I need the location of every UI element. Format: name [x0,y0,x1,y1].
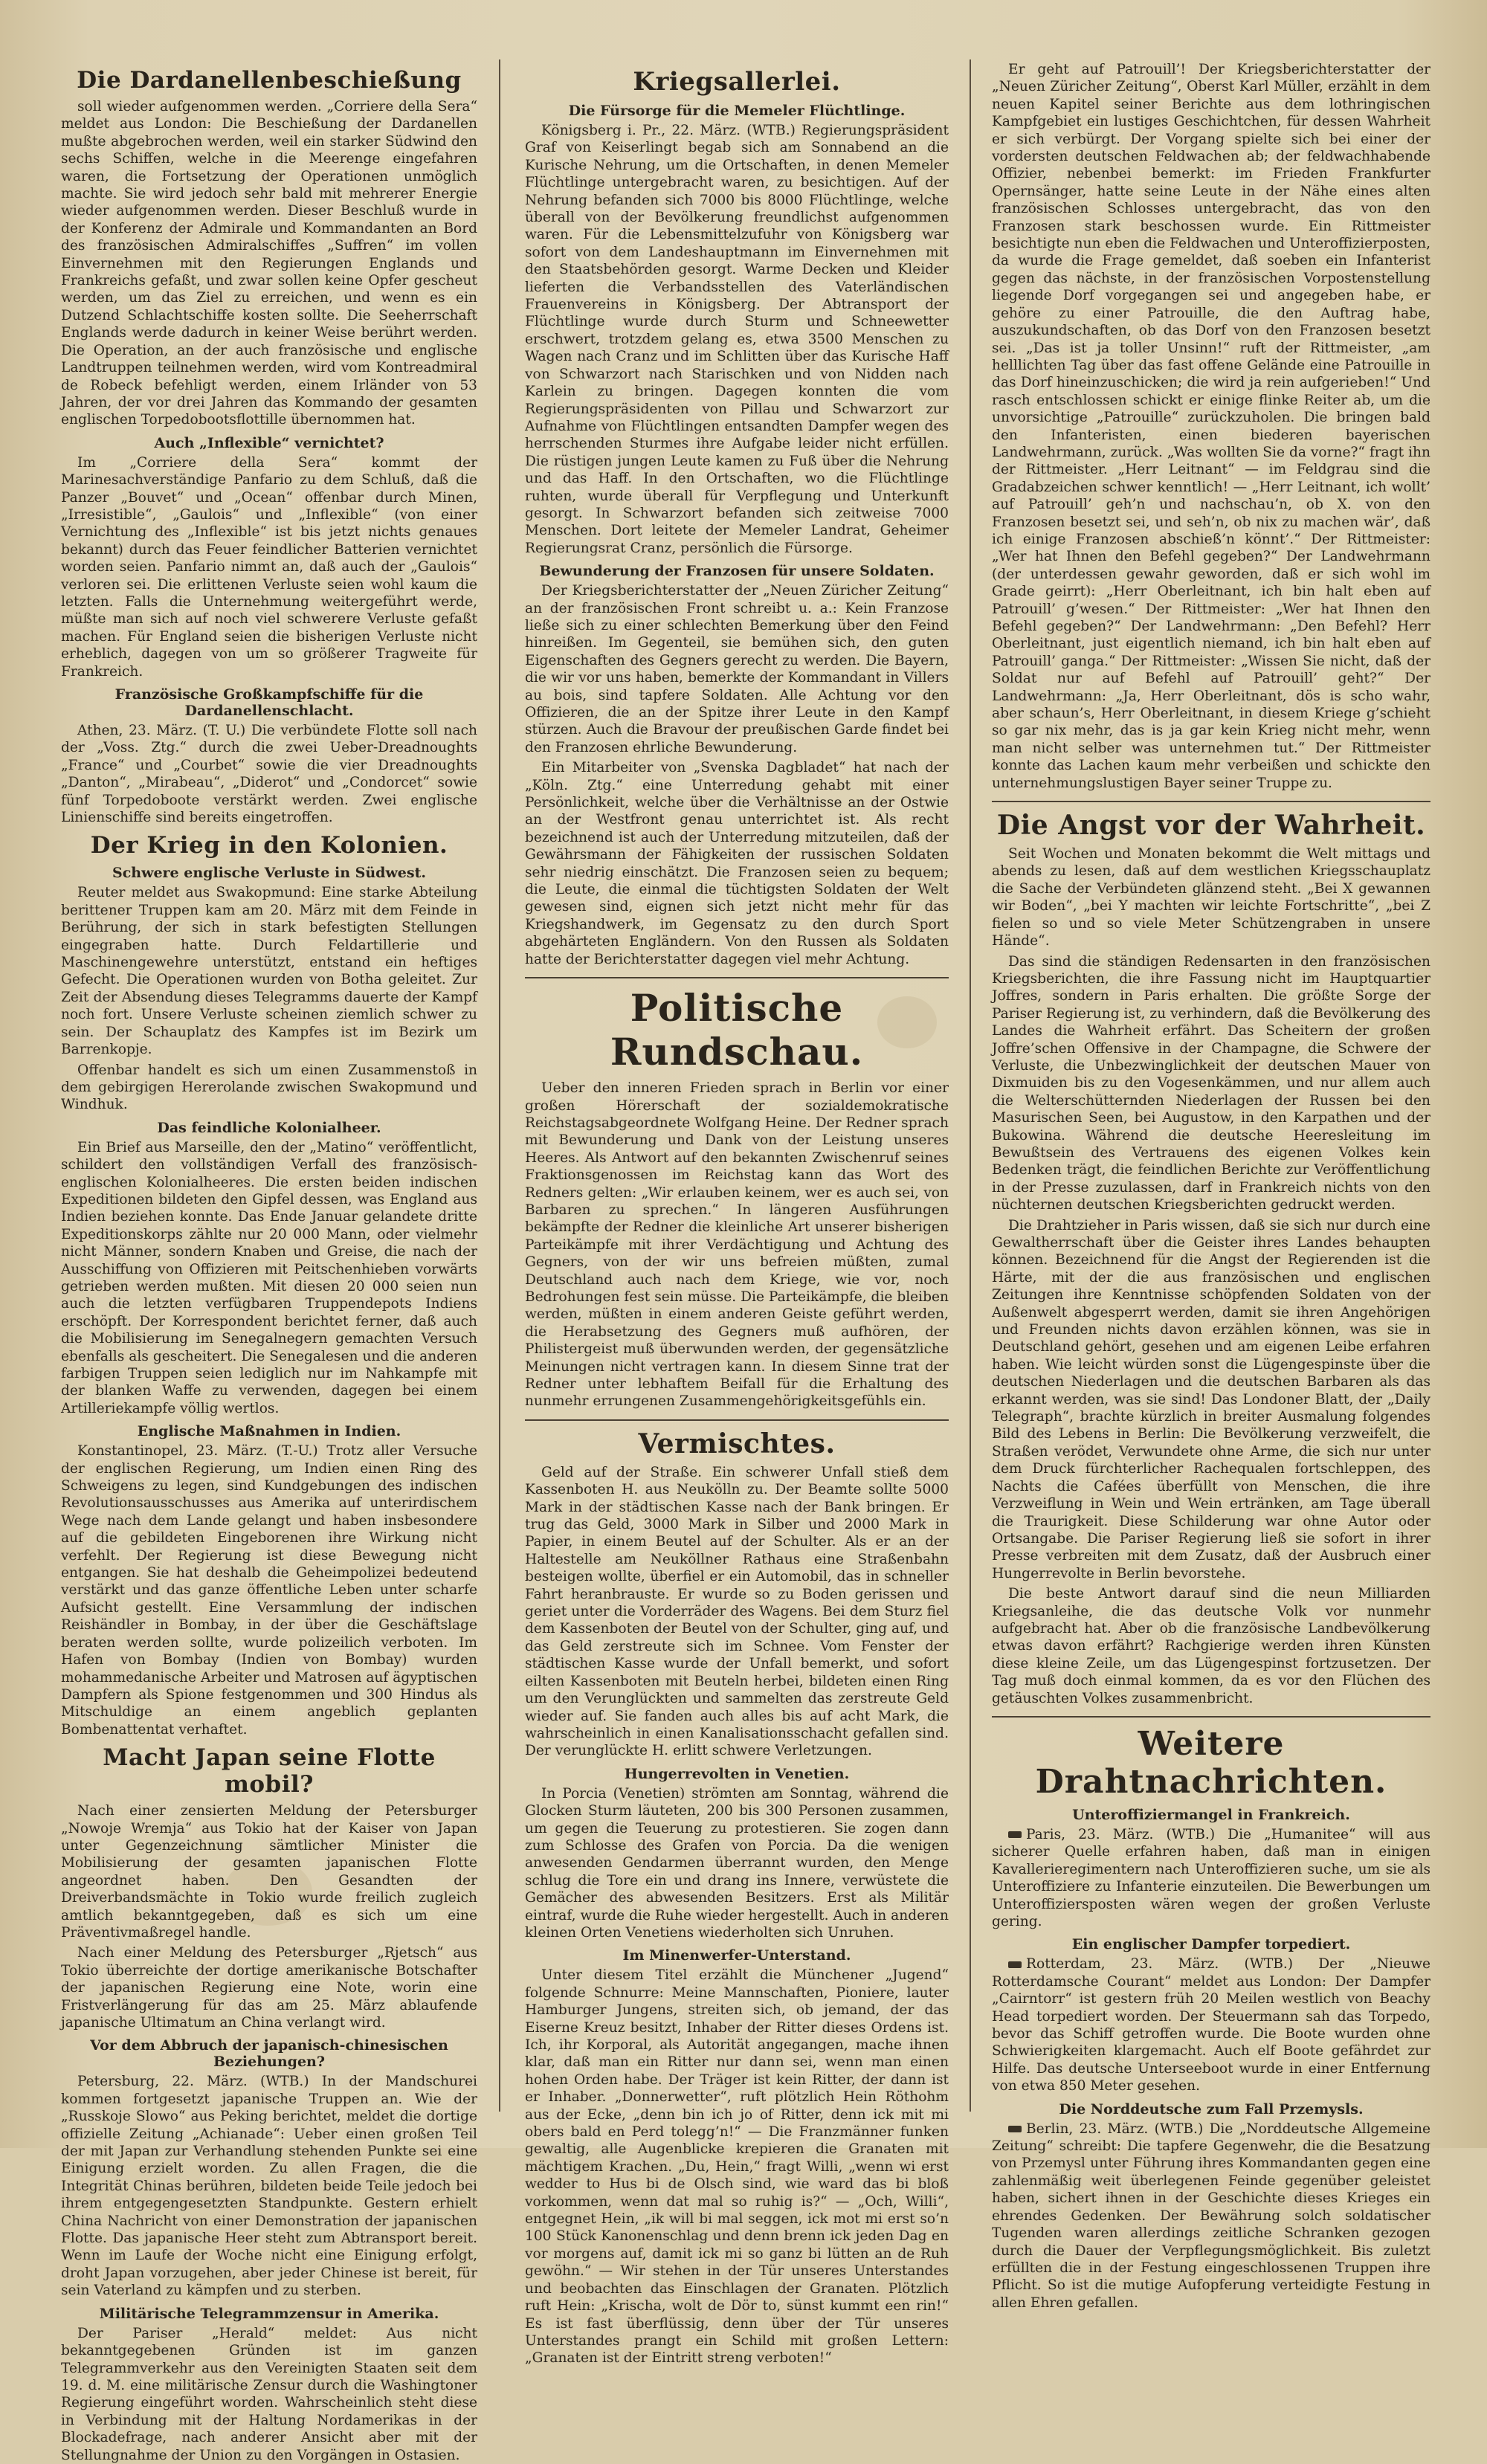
article-subtitle: Vor dem Abbruch der japanisch-chinesischen Beziehungen? [90,2037,448,2071]
pointing-hand-icon [1008,2126,1022,2132]
article-subtitle: Im Minenwerfer-Unterstand. [622,1947,851,1964]
article-paragraph: Nach einer Meldung des Petersburger „Rjetsch“ aus Tokio überreichte der dortige amerikanische Botschafter der japanischen Regierung eine Note, worin eine Fristverlängerung für das am 25. März ablaufende japanische Ultimatum an China verlangt wird. [61,1945,477,2031]
article-title: Macht Japan seine Flotte mobil? [103,1744,436,1799]
article-title: Die Angst vor der Wahrheit. [996,810,1426,842]
article-paragraph [992,1826,1430,1930]
article-paragraph: Ein Brief aus Marseille, den der „Matino“ veröffentlicht, schildert den vollständigen Verfall des französisch-englischen Kolonialheeres. Die ersten beiden indischen Expeditionen bildeten den Gipfel dessen, was England aus Indien beziehen konnte. Das Ende Januar gelandete dritte Expeditionskorps zählte nur 20 000 Mann, oder vielmehr nicht Männer, sondern Knaben und Greise, die nach der Ausschiffung von Offizieren mit Peitschenhieben vorwärts getrieben werden mußten. Mit diesen 20 000 seien nun auch die letzten verfügbaren Truppendepots Indiens erschöpft. Der Korrespondent berichtet ferner, daß auch die Mobilisierung im Senegalnegern gemachten Versuch ebenfalls als gescheitert. Die Senegalesen und die anderen farbigen Truppen seien lediglich nur im Nahkampfe mit der blanken Waffe zu verwenden, dagegen bei einem Artilleriekampfe völlig wertlos. [61,1139,477,1416]
article-title: Der Krieg in den Kolonien. [90,832,448,860]
article-paragraph: Der Pariser „Herald“ meldet: Aus nicht bekanntgegebenen Gründen ist im ganzen Telegrammverkehr aus den Vereinigten Staaten seit dem 19. d. M. eine militärische Zensur durch die Washingtoner Regierung eingeführt worden. Wahrscheinlich steht diese in Verbindung mit der Haltung Nordamerikas in der Blockadefrage, nach anderer Ansicht aber mit der Stellungnahme der Union zu den Vorgängen in Ostasien. [61,2325,477,2463]
article-paragraph: Die beste Antwort darauf sind die neun Milliarden Kriegsanleihe, die das deutsche Volk vor nunmehr aufgebracht hat. Aber ob die französische Landbevölkerung etwas davon erfährt? Rachgierige werden ihren Künsten diese kleine Zeile, um das Lügengespinst fortzusetzen. Der Tag muß doch einmal kommen, da es vor den Flüchen des getäuschten Volkes zusammenbricht. [992,1586,1430,1706]
column-divider [970,59,971,2112]
article-subtitle: Militärische Telegrammzensur in Amerika. [99,2305,439,2322]
article-paragraph: Geld auf der Straße. Ein schwerer Unfall stieß dem Kassenboten H. aus Neukölln zu. Der Beamte sollte 5000 Mark in der städtischen Kasse nach der Bank bringen. Er trug das Geld, 3000 Mark in Silber und 2000 Mark in Papier, in einem Beutel auf der Schulter. Als er an der Haltestelle am Neuköllner Rathaus eine Straßenbahn besteigen wollte, überfiel er ein Automobil, das in schneller Fahrt heranbrauste. Er wurde so zu Boden gerissen und geriet unter die Vorderräder des Wagens. Bei dem Sturz fiel dem Kassenboten der Beutel von der Schulter, ging auf, und das Geld zerstreute sich im Schnee. Vom Fenster der städtischen Kasse wurde der Unfall bemerkt, und sofort eilten Kassenboten mit Beuteln herbei, bildeten einen Ring um den Verunglückten und sammelten das zerstreute Geld wieder auf. Sie fanden auch alles bis auf acht Mark, die wahrscheinlich in einen Kanalisationsschacht gefallen sind. Der verunglückte H. erlitt schwere Verletzungen. [525,1464,949,1759]
article-paragraph: Konstantinopel, 23. März. (T.-U.) Trotz aller Versuche der englischen Regierung, um Indien einen Ring des Schweigens zu legen, sind Kundgebungen des indischen Revolutionsausschusses aus Amerika auf unterirdischem Wege nach dem Lande gelangt und haben insbesondere auf die gebildeten Eingeborenen ihre Wirkung nicht verfehlt. Der Regierung ist diese Bewegung nicht entgangen. Sie hat deshalb die Geheimpolizei bedeutend verstärkt und das ganze öffentliche Leben unter scharfe Aufsicht gestellt. Eine Versammlung der indischen Reishändler in Bombay, in der über die Geschäftslage beraten werden sollte, wurde polizeilich verboten. Im Hafen von Bombay (Indien von Bombay) wurden mohammedanische Arbeiter und Matrosen auf ägyptischen Dampfern als Spione festgenommen und 300 Hindus als Mitschuldige an einem angeblich geplanten Bombenattentat verhaftet. [61,1443,477,1738]
section-divider [525,1419,949,1421]
article-text: Paris, 23. März. (WTB.) Die „Humanitee“ will aus sicherer Quelle erfahren haben, daß man in einigen Kavallerieregimentern nach Unteroffizieren suche, um sie als Unteroffiziere zu Infanterie einzuteilen. Die Bewerbungen um Unteroffiziersposten wären wegen der großen Verluste gering. [992,1826,1430,1929]
article-subtitle: Hungerrevolten in Venetien. [624,1765,850,1782]
article-paragraph: Nach einer zensierten Meldung der Petersburger „Nowoje Wremja“ aus Tokio hat der Kaiser von Japan unter Gegenzeichnung sämtlicher Minister die Mobilisierung der gesamten japanischen Flotte angeordnet haben. Den Gesandten der Dreiverbandsmächte in Tokio wurde freilich zugleich amtlich bekanntgegeben, daß es sich um eine Präventivmaßregel handle. [61,1803,477,1941]
section-divider [525,977,949,978]
pointing-hand-icon [1008,1831,1022,1838]
column-right [992,61,1430,2311]
article-paragraph [992,1955,1430,2094]
article-subtitle: Schwere englische Verluste in Südwest. [112,865,426,882]
article-paragraph [992,2120,1430,2312]
article-paragraph: soll wieder aufgenommen werden. „Corriere della Sera“ meldet aus London: Die Beschießung der Dardanellen mußte abgebrochen werden, weil ein starker Südwind den sechs Schiffen, welche in die Meerenge eingefahren waren, die Fortsetzung der Operationen unmöglich machte. Sie wird jedoch sehr bald mit mehrerer Energie wieder aufgenommen werden. Dieser Beschluß wurde in der Konferenz der Admirale und Kommandanten an Bord des französischen Admiralschiffes „Suffren“ im vollen Einvernehmen mit den Regierungen Englands und Frankreichs gefaßt, und zwar sollen keine Opfer gescheut werden, um das Ziel zu erreichen, und wenn es ein Dutzend Schlachtschiffe kosten sollte. Die Seeherrschaft Englands werde dadurch in keiner Weise berührt werden. Die Operation, an der auch französische und englische Landtruppen teilnehmen werden, wird vom Kontreadmiral de Robeck befehligt werden, einem Irländer von 53 Jahren, der vor drei Jahren das Kommando der gesamten englischen Torpedobootsflottille übernommen hat. [61,99,477,428]
article-paragraph: In Porcia (Venetien) strömten am Sonntag, während die Glocken Sturm läuteten, 200 bis 300 Personen zusammen, um gegen die Teuerung zu protestieren. Sie zogen dann zum Schlosse des Grafen von Porcia. Da die wenigen anwesenden Gendarmen überrannt wurden, den Menge schlug die Tore ein und drang ins Innere, verwüstete die Gemächer des abwesenden Besitzers. Erst als Militär eintraf, wurde die Ruhe wieder hergestellt. Auch in anderen kleinen Orten Venetiens wiederholten sich Unruhen. [525,1785,949,1941]
article-paragraph: Im „Corriere della Sera“ kommt der Marinesachverständige Panfario zu dem Schluß, daß die Panzer „Bouvet“ und „Ocean“ offenbar durch Minen, „Irresistible“, „Gaulois“ und „Inflexible“ (von einer Vernichtung des „Inflexible“ ist bis jetzt nichts genaues bekannt) durch das Feuer feindlicher Batterien vernichtet worden seien. Panfario nimmt an, daß auch der „Gaulois“ verloren sei. Die erlittenen Verluste seien wohl kaum die letzten. Falls die Unternehmung weitergeführt werde, müßte man sich auf noch viel schwerere Verluste gefaßt machen. Für England seien die bisherigen Verluste nicht erheblich, dagegen von um so größerer Tragweite für Frankreich. [61,454,477,680]
article-subtitle: Unteroffiziermangel in Frankreich. [1072,1806,1350,1823]
section-title: Politische Rundschau. [610,986,864,1074]
pointing-hand-icon [1008,1961,1022,1968]
article-paragraph: Die Drahtzieher in Paris wissen, daß sie sich nur durch eine Gewaltherrschaft über die Geister ihres Landes behaupten können. Bezeichnend für die Angst der Regierenden ist die Härte, mit der die aus französischen und englischen Zeitungen ihre Kenntnisse schöpfenden Soldaten von der Außenwelt abgesperrt werden, damit sie ihren Angehörigen und Freunden nichts davon erzählen können, was sie in Deutschland gehört, gesehen und am eigenen Leibe erfahren haben. Wie leicht würden sonst die Lügengespinste über die deutschen Niederlagen und die deutschen Barbaren als das erkannt werden, was sie sind! Das Londoner Blatt, der „Daily Telegraph“, brachte kürzlich in breiter Ausmalung folgendes Bild des Lebens in Berlin: Die Bevölkerung verzweifelt, die Straßen verödet, Verwundete ohne Arme, die sich nur unter dem Druck fürchterlicher Rachequalen fortschleppen, des Nachts die Cafées überfüllt von Menschen, die ihre Verzweiflung in Wein und Wein ertränken, am Tage überall die Traurigkeit. Diese Schilderung war ohne Autor oder Ortsangabe. Die Pariser Regierung ließ sie sofort in ihrer Presse verbreiten mit dem Zusatz, daß der Ausbruch einer Hungerrevolte in Berlin bevorstehe. [992,1217,1430,1581]
section-title: Kriegsallerlei. [633,67,841,97]
article-paragraph: Unter diesem Titel erzählt die Münchener „Jugend“ folgende Schnurre: Meine Mannschaften, Pioniere, lauter Hamburger Jungens, streiten sich, ob jemand, der das Eiserne Kreuz besitzt, Inhaber der Ritter dieses Ordens ist. Ich, ihr Korporal, als Autorität angegangen, mache ihnen klar, daß man ein Ritter nur dann sei, wenn man einen hohen Orden habe. Der Träger ist kein Ritter, der dann ist er Inhaber. „Donnerwetter“, ruft plötzlich Hein Röthohm aus der Ecke, „denn bin ich jo of Ritter, denn ick mit mi obers bald en Perd tolegg’n!“ — Die Franzmänner funken gewaltig, alle Augenblicke krepieren die Granaten mit mächtigem Krachen. „Du, Hein,“ fragt Willi, „wenn wi erst wedder to Hus bi de Olsch sind, wie ward das bi bloß vorkommen, wenn dat mal so ruhig is?“ — „Och, Willi“, entgegnet Hein, „ik will bi mal seggen, ick mot mi erst so’n 100 Stück Kanonenschlag und denn brenn ick jeden Dag en vor morgens auf, damit ick mi so ganz bi lütten an de Ruh gewöhn.“ — Wir stehen in der Tür unseres Unterstandes und beobachten das Einschlagen der Granaten. Plötzlich ruft Hein: „Krischa, wolt de Dör to, sünst kummt een rin!“ Es ist fast überflüssig, denn über der Tür unseres Unterstandes prangt ein Schild mit großen Lettern: „Granaten ist der Eintritt streng verboten!“ [525,1967,949,2367]
column-left [61,61,477,2463]
article-subtitle: Bewunderung der Franzosen für unsere Soldaten. [539,563,935,580]
article-subtitle: Die Fürsorge für die Memeler Flüchtlinge. [568,103,906,119]
article-paragraph: Königsberg i. Pr., 22. März. (WTB.) Regierungspräsident Graf von Keiserlingt begab sich am Sonnabend an die Kurische Nehrung, um die Ortschaften, in denen Memeler Flüchtlinge untergebracht waren, zu besichtigen. Auf der Nehrung befanden sich 7000 bis 8000 Flüchtlinge, welche überall von der Bevölkerung freundlichst aufgenommen waren. Für die Lebensmittelzufuhr von Königsberg war sofort von dem Landeshauptmann im Einvernehmen mit den Staatsbehörden gesorgt. Warme Decken und Kleider lieferten die Verbandsstellen des Vaterländischen Frauenvereins in Königsberg. Der Abtransport der Flüchtlinge wurde durch Sturm und Schneewetter erschwert, trotzdem gelang es, etwa 3500 Menschen zu Wagen nach Cranz und im Schlitten über das Kurische Haff von Schwarzort nach Starischken und von Nidden nach Karlein zu bringen. Dagegen konnten die vom Regierungspräsidenten von Pillau und Schwarzort zur Aufnahme von Flüchtlingen entsandten Dampfer wegen des herrschenden Sturmes ihre Aufgabe leider nicht erfüllen. Die rüstigen jungen Leute kamen zu Fuß über die Nehrung und das Haff. In den Ortschaften, wo die Flüchtlinge ruhten, wurde überall für Verpflegung und Unterkunft gesorgt. In Schwarzort befanden sich zeitweise 7000 Menschen. Dort leitete der Memeler Landrat, Geheimer Regierungsrat Cranz, persönlich die Fürsorge. [525,123,949,556]
article-subtitle: Das feindliche Kolonialheer. [157,1119,381,1136]
article-paragraph: Offenbar handelt es sich um einen Zusammenstoß in dem gebirgigen Hererolande zwischen Swakopmund und Windhuk. [61,1062,477,1113]
article-subtitle: Englische Maßnahmen in Indien. [137,1423,401,1440]
article-subtitle: Französische Großkampfschiffe für die Dardanellenschlacht. [114,686,424,719]
article-paragraph: Athen, 23. März. (T. U.) Die verbündete Flotte soll nach der „Voss. Ztg.“ durch die zwei Ueber-Dreadnoughts „France“ und „Courbet“ sowie die vier Dreadnoughts „Danton“, „Mirabeau“, „Diderot“ und „Condorcet“ sowie fünf Torpedoboote verstärkt werden. Zwei englische Linienschiffe sind bereits eingetroffen. [61,723,477,826]
article-paragraph: Er geht auf Patrouill’! Der Kriegsberichterstatter der „Neuen Züricher Zeitung“, Oberst Karl Müller, erzählt in dem neuen Kapitel seiner Berichte aus dem lothringischen Kampfgebiet ein lustiges Geschichtchen, für dessen Wahrheit er sich verbürgt. Der Vorgang spielte sich bei einer der vordersten deutschen Feldwachen ab; der feldwachhabende Offizier, nebenbei bemerkt: im Frieden Frankfurter Opernsänger, hatte seine Leute in der Nähe eines alten französischen Schlosses untergebracht, das von den Franzosen stark beschossen wurde. Ein Rittmeister besichtigte nun eben die Feldwachen und Unteroffizierposten, da wurde die Frage gemeldet, daß soeben ein Infanterist gegen das nächste, in der französischen Vorpostenstellung liegende Dorf vorgegangen sei und angegeben habe, er gehöre zu einer Patrouille, die den Auftrag habe, auszukundschaften, ob das Dorf von den Franzosen besetzt sei. „Das ist ja toller Unsinn!“ ruft der Rittmeister, „am helllichten Tag über das fast offene Gelände eine Patrouille in das Dorf hineinzuschicken; die wird ja rein aufgerieben!“ Und rasch entschlossen schickt er einige flinke Reiter ab, um die unvorsichtige „Patrouille“ zurückzuholen. Die bringen bald den Infanteristen, einen biederen bayerischen Landwehrmann, zurück. „Was wollten Sie da vorne?“ fragt ihn der Rittmeister. „Herr Leitnant“ — im Feldgrau sind die Gradabzeichen schwer kenntlich! — „Herr Leitnant, ich wollt’ auf Patrouill’ geh’n und nachschau’n, ob X. von den Franzosen besetzt sei, und seh’n, ob nix zu machen wär’, daß ich einige Franzosen abschieß’n könnt’.“ Der Rittmeister: „Wer hat Ihnen den Befehl gegeben?“ Der Landwehrmann (der unterdessen gewahr geworden, daß er sich wohl im Grade geirrt): „Herr Oberleitnant, ich bin halt eben auf Patrouill’ g’wesen.“ Der Rittmeister: „Wer hat Ihnen den Befehl gegeben?“ Der Landwehrmann: „Den Befehl? Herr Oberleitnant, just eigentlich niemand, ich bin halt eben auf Patrouill’ ganga.“ Der Rittmeister: „Wissen Sie nicht, daß der Soldat nur auf Befehl auf Patrouill’ geht?“ Der Landwehrmann: „Ja, Herr Oberleitnant, dös is scho wahr, aber schaun’s, Herr Oberleitnant, in diesem Kriege g’schieht so gar nix mehr, das is ja gar kein Krieg nicht mehr, wenn man nicht selber was unternehmen tut.“ Der Rittmeister konnte das Lachen kaum mehr verbeißen und schickte den unternehmungslustigen Bayer seiner Truppe zu. [992,62,1430,791]
article-paragraph: Petersburg, 22. März. (WTB.) In der Mandschurei kommen fortgesetzt japanische Truppen an. Wie der „Russkoje Slowo“ aus Peking berichtet, meldet die dortige offizielle Zeitung „Achianade“: Ueber einen großen Teil der mit Japan zur Verhandlung stehenden Punkte sei eine Einigung erzielt worden. Zu allen Fragen, die die Integrität Chinas berühren, bildeten beide Teile jedoch bei ihrem entgegengesetzten Standpunkte. Gestern erhielt China Nachricht von einer Demonstration der japanischen Flotte. Das japanische Heer steht zum Abtransport bereit. Wenn im Laufe der Woche nicht eine Einigung erfolgt, droht Japan vorzugehen, aber jeder Chinese ist bereit, für sein Vaterland zu kämpfen und zu sterben. [61,2074,477,2299]
article-paragraph: Reuter meldet aus Swakopmund: Eine starke Abteilung berittener Truppen kam am 20. März mit dem Feinde in Berührung, der sich in stark befestigten Stellungen eingegraben hatte. Durch Feldartillerie und Maschinengewehre unterstützt, entstand ein heftiges Gefecht. Die Operationen wurden von Botha geleitet. Zur Zeit der Absendung dieses Telegramms dauerte der Kampf noch fort. Unsere Verluste scheinen ziemlich schwer zu sein. Der Schauplatz des Kampfes ist im Bezirk um Barrenkopje. [61,885,477,1058]
article-paragraph: Ueber den inneren Frieden sprach in Berlin vor einer großen Hörerschaft der sozialdemokratische Reichstagsabgeordnete Wolfgang Heine. Der Redner sprach mit Bewunderung und Dank von der Leistung unseres Heeres. Als Antwort auf den bekannten Zwischenruf seines Fraktionsgenossen im Reichstag kann das Wort des Redners gelten: „Wir erlauben keinem, wer es auch sei, von Barbaren zu sprechen.“ In längeren Ausführungen bekämpfte der Redner die kleinliche Art unserer bisherigen Parteikämpfe mit ihrer Verdächtigung und Achtung des Gegners, von der wir uns befreien müßten, zumal Deutschland auch nach dem Kriege, wie vor, noch Bedrohungen fest sein müsse. Die Parteikämpfe, die bleiben werden, müßten in einem anderen Geiste geführt werden, die Herabsetzung des Gegners muß aufhören, der Philistergeist muß überwunden werden, der gegensätzliche Meinungen nicht vertragen kann. In diesem Sinne trat der Redner unter lebhaftem Beifall für die Erhaltung des nunmehr errungenen Zusammengehörigkeitsgefühls ein. [525,1080,949,1410]
article-paragraph: Der Kriegsberichterstatter der „Neuen Züricher Zeitung“ an der französischen Front schreibt u. a.: Kein Franzose ließe sich zu einer schlechten Bemerkung über den Feind hinreißen. Im Gegenteil, sie bemühen sich, den guten Eigenschaften des Gegners gerecht zu werden. Die Bayern, die wir vor uns haben, bemerkte der Kommandant in Villers au bois, sind tapfere Soldaten. Alle Achtung vor den Offizieren, die an der Spitze ihrer Leute in den Kampf stürzen. Auch die Bravour der preußischen Garde findet bei den Franzosen ehrliche Bewunderung. [525,583,949,755]
section-divider [992,1716,1430,1718]
article-text: Berlin, 23. März. (WTB.) Die „Norddeutsche Allgemeine Zeitung“ schreibt: Die tapfere Gegenwehr, die die Besatzung von Przemysl unter Führung ihres Kommandanten gegen eine zahlenmäßig weit überlegenen Feinde gegenüber geleistet haben, sichert ihnen in der Geschichte dieses Krieges ein ehrendes Gedenken. Der Bewährung solch soldatischer Tugenden waren allerdings zeitliche Schranken gezogen durch die Dauer der Verpflegungsmöglichkeit. Bis zuletzt erfüllten die in der Festung eingeschlossenen Truppen ihre Pflicht. So ist die mutige Aufopferung verteidigte Festung in allen Ehren gefallen. [992,2120,1430,2311]
article-text: Rotterdam, 23. März. (WTB.) Der „Nieuwe Rotterdamsche Courant“ meldet aus London: Der Dampfer „Cairntorr“ ist gestern früh 20 Meilen westlich von Beachy Head torpediert worden. Der Steuermann sah das Torpedo, bevor das Schiff getroffen wurde. Die Boote wurden ohne Schwierigkeiten klargemacht. Auch elf Boote gefährdet zur Hilfe. Das deutsche Unterseeboot wurde in einer Entfernung von etwa 850 Meter gesehen. [992,1956,1430,2094]
section-title: Weitere Drahtnachrichten. [1035,1724,1387,1801]
article-title: Die Dardanellenbeschießung [77,67,462,94]
article-paragraph: Ein Mitarbeiter von „Svenska Dagbladet“ hat nach der „Köln. Ztg.“ eine Unterredung gehabt mit einer Persönlichkeit, welche über die Verhältnisse an der Ostwie an der Westfront genau unterrichtet ist. Als recht bezeichnend ist auch der Unterredung mitzuteilen, daß der Gewährsmann der Fähigkeiten der russischen Soldaten sehr niedrig einschätzt. Die Franzosen seien zu bequem; die Leute, die einmal die tüchtigsten Soldaten der Welt gewesen sind, eignen sich jetzt nicht mehr für das Kriegshandwerk, im Gegensatz zu den durch Sport abgehärteten Engländern. Von den Russen als Soldaten hatte der Berichterstatter dagegen viel mehr Achtung. [525,760,949,967]
column-divider [499,59,500,2112]
article-paragraph: Das sind die ständigen Redensarten in den französischen Kriegsberichten, die ihre Fassung nicht im Hauptquartier Joffres, sondern in Paris erhalten. Die größte Sorge der Pariser Regierung ist, zu verhindern, daß die Bevölkerung des Landes die Wahrheit erfährt. Das Scheitern der großen Joffre’schen Offensive in der Champagne, die Schwere der Verluste, die Unbezwinglichkeit der deutschen Mauer von Dixmuiden bis zu den Vogesenkämmen, und nur allem auch die Welterschütternden Niederlagen der Russen bei den Masurischen Seen, bei Augustow, in den Karpathen und der Bukowina. Während die deutsche Heeresleitung im Bewußtsein des Vertrauens des eigenen Volkes kein Bedenken trägt, die feindlichen Berichte zur Veröffentlichung in der Presse zuzulassen, darf in Frankreich nichts von den nüchternen deutschen Kriegsberichten gedruckt werden. [992,953,1430,1213]
article-paragraph: Seit Wochen und Monaten bekommt die Welt mittags und abends zu lesen, daß auf dem westlichen Kriegsschauplatz die Sache der Verbündeten glänzend steht. „Bei X gewannen wir Boden“, „bei Y machten wir leichte Fortschritte“, „bei Z fielen so und so viele Meter Schützengraben in unsere Hände“. [992,846,1430,949]
section-divider [992,801,1430,802]
column-middle [525,61,949,2367]
article-subtitle: Die Norddeutsche zum Fall Przemysls. [1059,2100,1364,2118]
article-subtitle: Ein englischer Dampfer torpediert. [1071,1936,1351,1953]
article-subtitle: Auch „Inflexible“ vernichtet? [154,434,384,451]
section-title: Vermischtes. [638,1428,836,1460]
